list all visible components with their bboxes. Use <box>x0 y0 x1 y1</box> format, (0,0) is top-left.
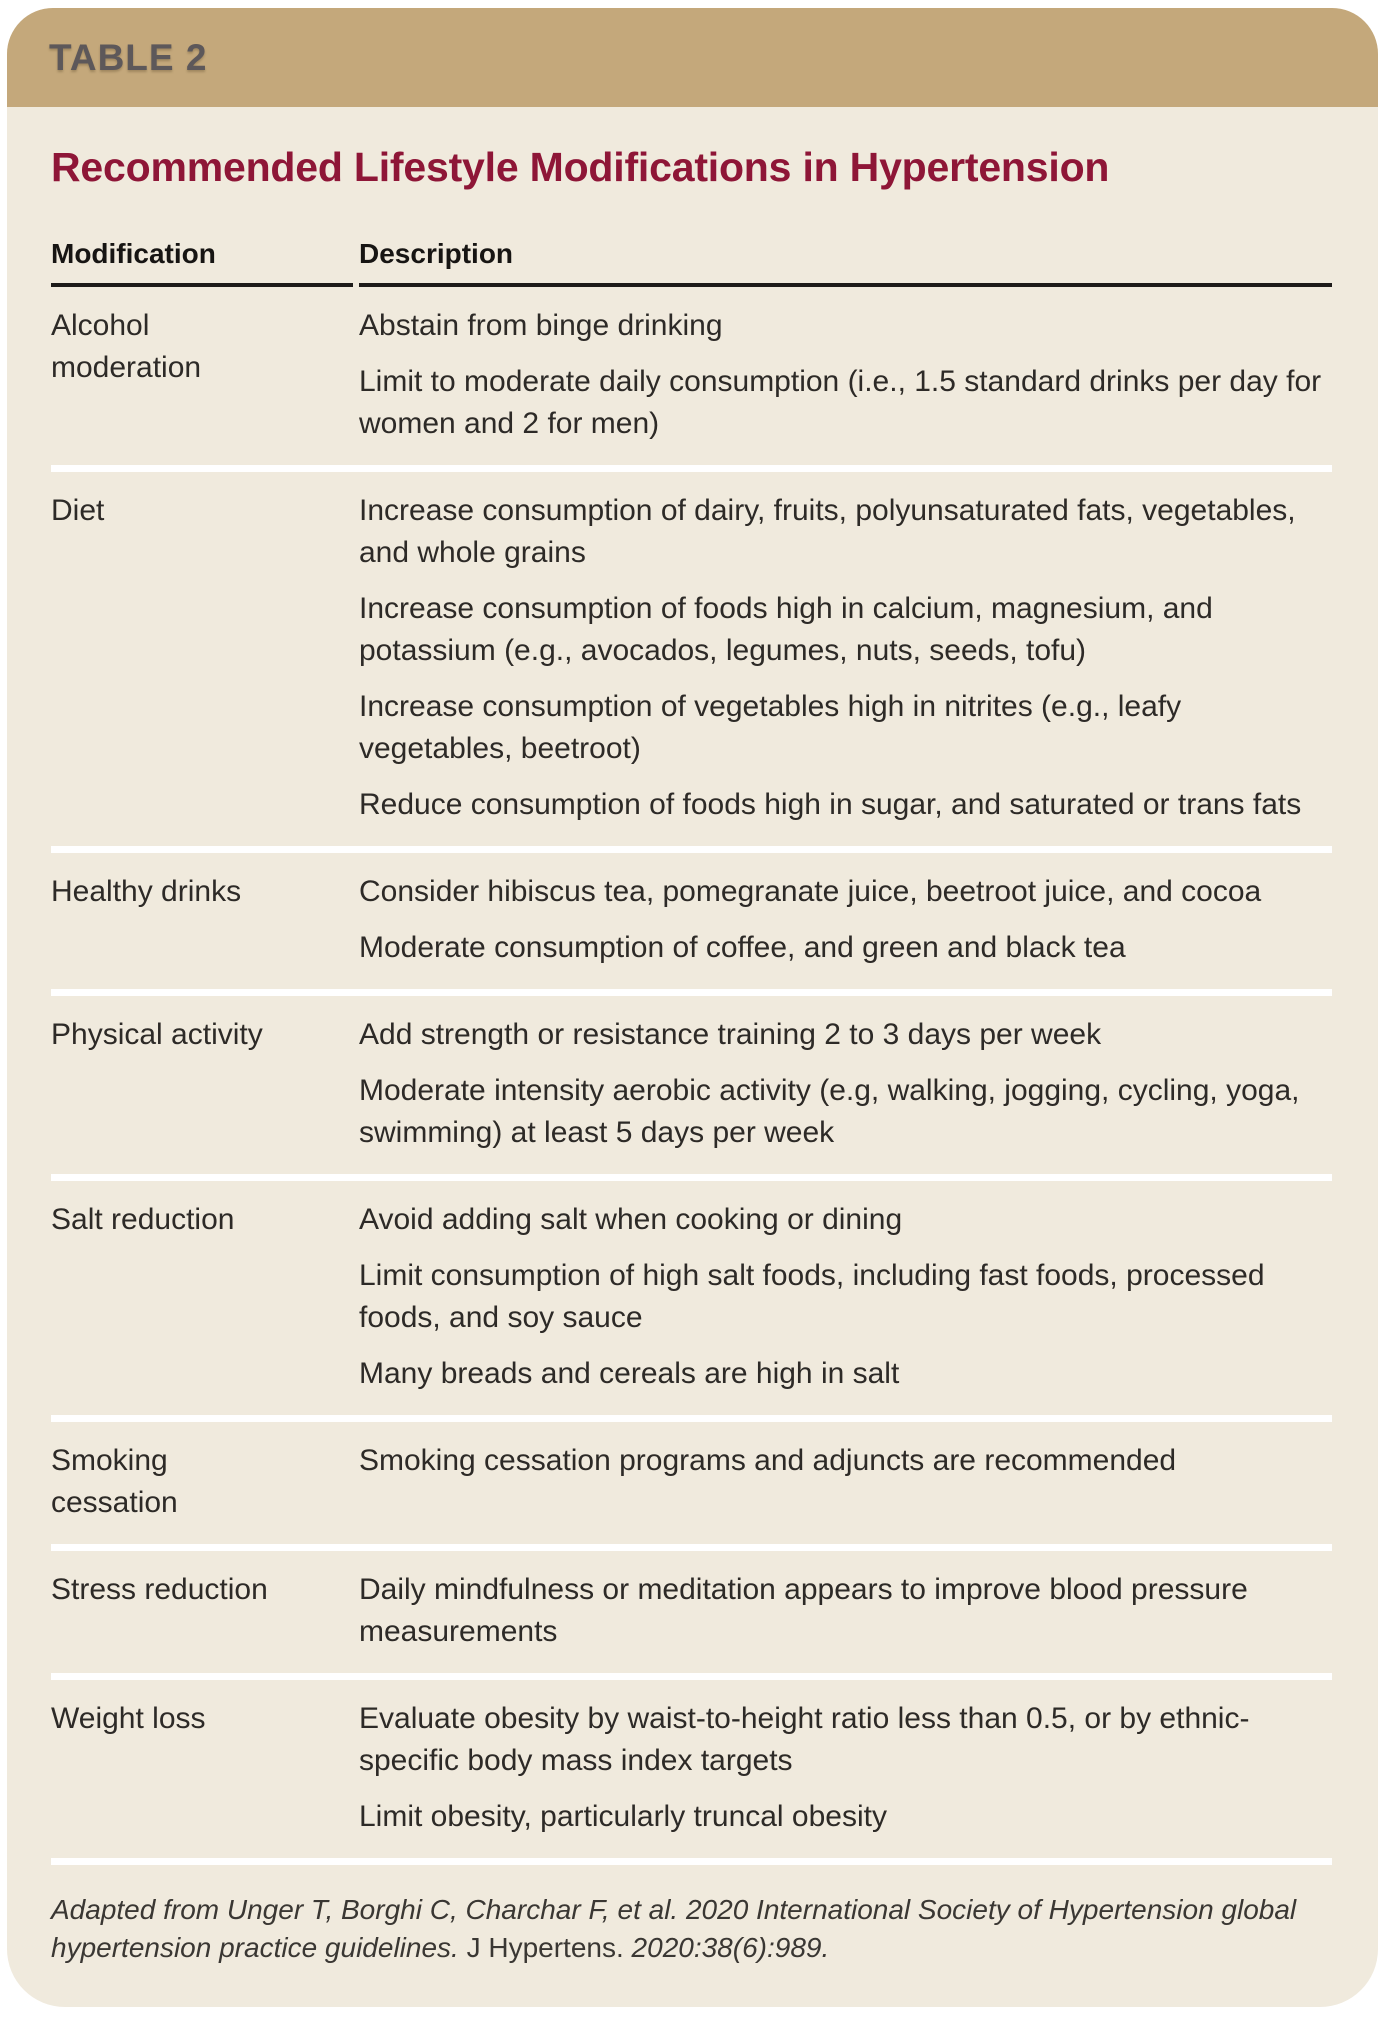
table-card <box>7 8 1378 2007</box>
modification-label: Smoking cessation <box>51 1444 178 1520</box>
table-row-diet <box>51 472 1332 846</box>
description-item: Increase consumption of dairy, fruits, polyunsaturated fats, vegetables, and whole grains <box>359 494 1296 570</box>
row-separator <box>51 1174 1332 1181</box>
footnote-journal-name: J Hypertens. <box>458 1932 624 1964</box>
table-title: Recommended Lifestyle Modifications in Hypertension <box>51 144 1110 190</box>
modification-label: Physical activity <box>51 1018 263 1052</box>
description-cell <box>359 1440 1332 1524</box>
modification-label: Diet <box>51 494 105 528</box>
modification-label: Alcohol moderation <box>51 309 202 385</box>
footnote-citation: 2020:38(6):989. <box>623 1932 830 1964</box>
description-item: Increase consumption of vegetables high in nitrites (e.g., leafy vegetables, beetroot) <box>359 690 1182 766</box>
description-cell <box>359 1698 1332 1838</box>
modification-label: Weight loss <box>51 1702 206 1736</box>
row-separator <box>51 1415 1332 1422</box>
row-separator <box>51 1673 1332 1680</box>
description-item: Consider hibiscus tea, pomegranate juice, beetroot juice, and cocoa <box>359 875 1262 909</box>
table-number-band <box>7 8 1378 107</box>
table-header-row <box>51 238 1332 287</box>
table-row-stress-reduction <box>51 1551 1332 1673</box>
table-row-healthy-drinks <box>51 853 1332 989</box>
table-row-weight-loss <box>51 1680 1332 1858</box>
description-item: Abstain from binge drinking <box>359 309 723 343</box>
description-item: Smoking cessation programs and adjuncts are recommended <box>359 1444 1177 1478</box>
row-separator <box>51 989 1332 996</box>
description-cell <box>359 490 1332 826</box>
description-cell <box>359 1199 1332 1395</box>
description-item: Moderate intensity aerobic activity (e.g, walking, jogging, cycling, yoga, swimming) at least 5 days per week <box>359 1074 1300 1150</box>
table-row-alcohol-moderation <box>51 287 1332 465</box>
description-item: Avoid adding salt when cooking or dining <box>359 1203 903 1237</box>
row-separator <box>51 846 1332 853</box>
description-item: Add strength or resistance training 2 to 3 days per week <box>359 1018 1102 1052</box>
row-separator <box>51 465 1332 472</box>
description-cell <box>359 1569 1332 1653</box>
column-header-modification: Modification <box>51 238 353 287</box>
description-item: Reduce consumption of foods high in sugar, and saturated or trans fats <box>359 788 1302 822</box>
modification-label: Stress reduction <box>51 1573 268 1607</box>
table-row-physical-activity <box>51 996 1332 1174</box>
row-separator <box>51 1544 1332 1551</box>
row-separator <box>51 1858 1332 1865</box>
description-item: Limit to moderate daily consumption (i.e., 1.5 standard drinks per day for women and 2 for men) <box>359 365 1322 441</box>
modification-label: Salt reduction <box>51 1203 235 1237</box>
table-row-salt-reduction <box>51 1181 1332 1415</box>
description-cell <box>359 871 1332 969</box>
description-item: Evaluate obesity by waist-to-height ratio less than 0.5, or by ethnic-specific body mass index targets <box>359 1702 1250 1778</box>
description-cell <box>359 305 1332 445</box>
modification-label: Healthy drinks <box>51 875 242 909</box>
footnote-adapted-text: Adapted from Unger T, Borghi C, Charchar F, et al. 2020 International Society of Hypertension global hypertension practice guidelines. <box>51 1894 1297 1964</box>
table-row-smoking-cessation <box>51 1422 1332 1544</box>
description-item: Limit obesity, particularly truncal obesity <box>359 1800 887 1834</box>
table-number: TABLE 2 <box>49 36 208 78</box>
column-header-description: Description <box>359 238 1332 287</box>
description-cell <box>359 1014 1332 1154</box>
description-item: Daily mindfulness or meditation appears to improve blood pressure measurements <box>359 1573 1248 1649</box>
table-content <box>7 143 1378 2007</box>
description-item: Many breads and cereals are high in salt <box>359 1357 900 1391</box>
description-item: Increase consumption of foods high in calcium, magnesium, and potassium (e.g., avocados, legumes, nuts, seeds, tofu) <box>359 592 1213 668</box>
footnote <box>51 1891 1332 1967</box>
description-item: Limit consumption of high salt foods, including fast foods, processed foods, and soy sauce <box>359 1259 1265 1335</box>
description-item: Moderate consumption of coffee, and green and black tea <box>359 931 1126 965</box>
